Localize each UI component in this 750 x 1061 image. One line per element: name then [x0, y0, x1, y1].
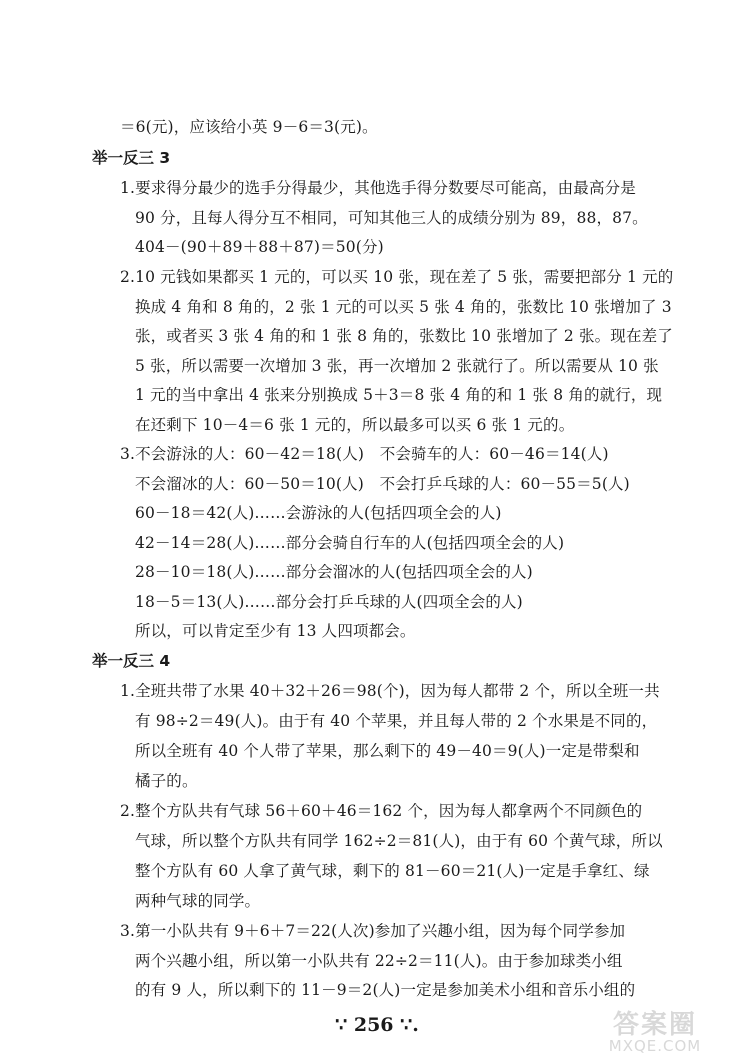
page-number [312, 1014, 442, 1036]
text-line: 在还剩下 10－4＝6 张 1 元的，所以最多可以买 6 张 1 元的。 [135, 416, 575, 434]
text-line: 两个兴趣小组，所以第一小队共有 22÷2＝11(人)。由于参加球类小组 [135, 952, 623, 970]
text-line: 有 98÷2＝49(人)。由于有 40 个苹果，并且每人带的 2 个水果是不同的， [135, 712, 658, 730]
watermark-logo-text: 答案圈 [612, 1010, 697, 1040]
text-line: 所以全班有 40 个人带了苹果，那么剩下的 49－40＝9(人)一定是带梨和 [135, 742, 640, 760]
text-line: 1.要求得分最少的选手分得最少，其他选手得分数要尽可能高，由最高分是 [120, 179, 636, 197]
section-heading: 举一反三 3 [92, 149, 171, 167]
text-line: 气球，所以整个方队共有同学 162÷2＝81(人)，由于有 60 个黄气球，所以 [135, 832, 663, 850]
text-line: 3.第一小队共有 9＋6＋7＝22(人次)参加了兴趣小组，因为每个同学参加 [120, 922, 626, 940]
text-line: ＝6(元)，应该给小英 9－6＝3(元)。 [120, 118, 378, 136]
text-line: 2.整个方队共有气球 56＋60＋46＝162 个，因为每人都拿两个不同颜色的 [120, 802, 643, 820]
text-line: 5 张，所以需要一次增加 3 张，再一次增加 2 张就行了。所以需要从 10 张 [135, 357, 659, 375]
text-line: 60－18＝42(人)……会游泳的人(包括四项全会的人) [135, 504, 502, 522]
text-line: 所以，可以肯定至少有 13 人四项都会。 [135, 622, 416, 640]
text-line: 28－10＝18(人)……部分会溜冰的人(包括四项全会的人) [135, 563, 533, 581]
text-line: 的有 9 人，所以剩下的 11－9＝2(人)一定是参加美术小组和音乐小组的 [135, 981, 636, 999]
text-line: 1.全班共带了水果 40＋32＋26＝98(个)，因为每人都带 2 个，所以全班一共 [120, 682, 660, 700]
text-line: 张，或者买 3 张 4 角的和 1 张 8 角的，张数比 10 张增加了 2 张。现在差了 [135, 327, 673, 345]
text-line: 2.10 元钱如果都买 1 元的，可以买 10 张，现在差了 5 张，需要把部分 1 元的 [120, 268, 674, 286]
text-line: 橘子的。 [135, 772, 198, 790]
watermark-url-text: MXQE.COM [608, 1037, 702, 1055]
text-line: 不会溜冰的人：60－50＝10(人) 不会打乒乓球的人：60－55＝5(人) [135, 475, 630, 493]
dots-right-icon: ∵. [400, 1014, 419, 1036]
text-line: 1 元的当中拿出 4 张来分别换成 5＋3＝8 张 4 角的和 1 张 8 角的就行，现 [135, 386, 663, 404]
text-line: 整个方队有 60 人拿了黄气球，剩下的 81－60＝21(人)一定是手拿红、绿 [135, 862, 650, 880]
text-line: 两种气球的同学。 [135, 892, 261, 910]
section-heading: 举一反三 4 [92, 652, 171, 670]
dots-left-icon: ∵ [335, 1014, 348, 1036]
watermark-logo [580, 1004, 730, 1056]
text-line: 42－14＝28(人)……部分会骑自行车的人(包括四项全会的人) [135, 534, 565, 552]
text-line: 404－(90＋89＋88＋87)＝50(分) [135, 238, 384, 256]
text-line: 换成 4 角和 8 角的，2 张 1 元的可以买 5 张 4 角的，张数比 10 张增加了 3 [135, 298, 672, 316]
text-line: 18－5＝13(人)……部分会打乒乓球的人(四项全会的人) [135, 593, 523, 611]
text-line: 90 分，且每人得分互不相同，可知其他三人的成绩分别为 89，88，87。 [135, 209, 648, 227]
page-number-text: 256 [353, 1014, 394, 1036]
text-line: 3.不会游泳的人：60－42＝18(人) 不会骑车的人：60－46＝14(人) [120, 445, 609, 463]
